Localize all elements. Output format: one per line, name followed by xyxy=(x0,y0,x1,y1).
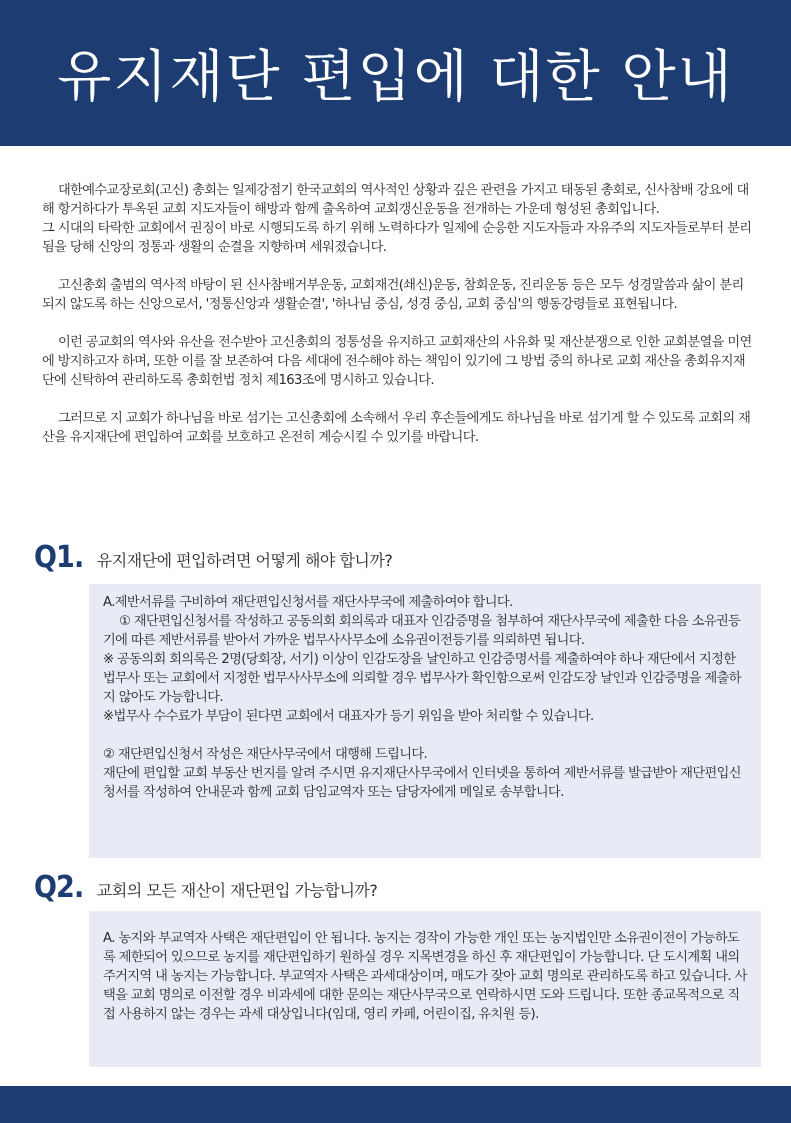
page-title: 유지재단 편입에 대한 안내 xyxy=(57,45,734,110)
intro-text-2: 그 시대의 타락한 교회에서 권징이 바로 시행되도록 하기 위해 노력하다가 일제에 순응한 지도자들과 자유주의 지도자들로부터 분리됨을 당해 신앙의 정통과 생활의 순결을 지향하며 세워졌습니다. xyxy=(42,221,752,255)
answer-line: ② 재단편입신청서 작성은 재단사무국에서 대행해 드립니다. xyxy=(103,747,428,762)
answer-1-box xyxy=(89,584,761,858)
question-number: Q1. xyxy=(34,540,84,575)
answer-line: A.제반서류를 구비하여 재단편입신청서를 재단사무국에 제출하여야 합니다. xyxy=(103,595,513,610)
intro-paragraph: 그러므로 지 교회가 하나님을 바로 섬기는 고신총회에 소속해서 우리 후손들에게도 하나님을 바로 섬기게 할 수 있도록 교회의 재산을 유지재단에 편입하여 교회를 보호하고 온전히 계승시킬 수 있기를 바랍니다. xyxy=(42,411,751,445)
question-2 xyxy=(34,870,378,905)
intro-section xyxy=(42,181,754,466)
question-text: 교회의 모든 재산이 재단편입 가능합니까? xyxy=(96,881,378,900)
footer-bar xyxy=(0,1086,791,1123)
intro-paragraph xyxy=(42,181,754,257)
intro-paragraph: 고신총회 출범의 역사적 바탕이 된 신사참배거부운동, 교회재건(쇄신)운동, 참회운동, 진리운동 등은 모두 성경말씀과 삶이 분리되지 않도록 하는 신앙으로서, '정통신앙과 생활순결', '하나님 중심, 성경 중심, 교회 중심'의 행동강령들로 표현됩니다. xyxy=(42,278,744,312)
answer-line: ※ 공동의회 회의록은 2명(당회장, 서기) 이상이 인감도장을 날인하고 인감증명서를 제출하여야 하나 재단에서 지정한 법무사 또는 교회에서 지정한 법무사사무소에 의뢰할 경우 법무사가 확인함으로써 인감도장 날인과 인감증명을 제출하지 않아도 가능합니다. xyxy=(103,652,741,705)
header-banner xyxy=(0,0,791,146)
intro-paragraph: 이런 공교회의 역사와 유산을 전수받아 고신총회의 정통성을 유지하고 교회재산의 사유화 및 재산분쟁으로 인한 교회분열을 미연에 방지하고자 하며, 또한 이를 잘 보존하여 다음 세대에 전수해야 하는 책임이 있기에 그 방법 중의 하나로 교회 재산을 총회유지재단에 신탁하여 관리하도록 총회헌법 정치 제163조에 명시하고 있습니다. xyxy=(42,335,752,388)
intro-text-1: 대한예수교장로회(고신) 총회는 일제강점기 한국교회의 역사적인 상황과 깊은 관련을 가지고 태동된 총회로, 신사참배 강요에 대해 항거하다가 투옥된 교회 지도자들이 해방과 함께 출옥하여 교회갱신운동을 전개하는 가운데 형성된 총회입니다. xyxy=(42,183,749,217)
answer-line: ※법무사 수수료가 부담이 된다면 교회에서 대표자가 등기 위임을 받아 처리할 수 있습니다. xyxy=(103,709,594,724)
answer-line: 재단에 편입할 교회 부동산 번지를 알려 주시면 유지재단사무국에서 인터넷을 통하여 제반서류를 발급받아 재단편입신청서를 작성하여 안내문과 함께 교회 담임교역자 또는 담당자에게 메일로 송부합니다. xyxy=(103,766,741,800)
question-text: 유지재단에 편입하려면 어떻게 해야 합니까? xyxy=(96,551,393,570)
answer-line: A. 농지와 부교역자 사택은 재단편입이 안 됩니다. 농지는 경작이 가능한 개인 또는 농지법인만 소유권이전이 가능하도록 제한되어 있으므로 농지를 재단편입하기 원하실 경우 지목변경을 하신 후 재단편입이 가능합니다. 단 도시계획 내의 주거지역 내 농지는 가능합니다. 부교역자 사택은 과세대상이며, 매도가 잦아 교회 명의로 관리하도록 하고 있습니다. 사택을 교회 명의로 이전할 경우 비과세에 대한 문의는 재단사무국으로 연락하시면 도와 드립니다. 또한 종교목적으로 직접 사용하지 않는 경우는 과세 대상입니다(임대, 영리 카페, 어린이집, 유치원 등). xyxy=(103,931,747,1022)
answer-line: ① 재단편입신청서를 작성하고 공동의회 회의록과 대표자 인감증명을 첨부하여 재단사무국에 제출한 다음 소유권등기에 따른 제반서류를 받아서 가까운 법무사사무소에 소유권이전등기를 의뢰하면 됩니다. xyxy=(103,614,741,648)
answer-2-box xyxy=(89,911,761,1067)
question-number: Q2. xyxy=(34,870,84,905)
question-1 xyxy=(34,540,393,575)
